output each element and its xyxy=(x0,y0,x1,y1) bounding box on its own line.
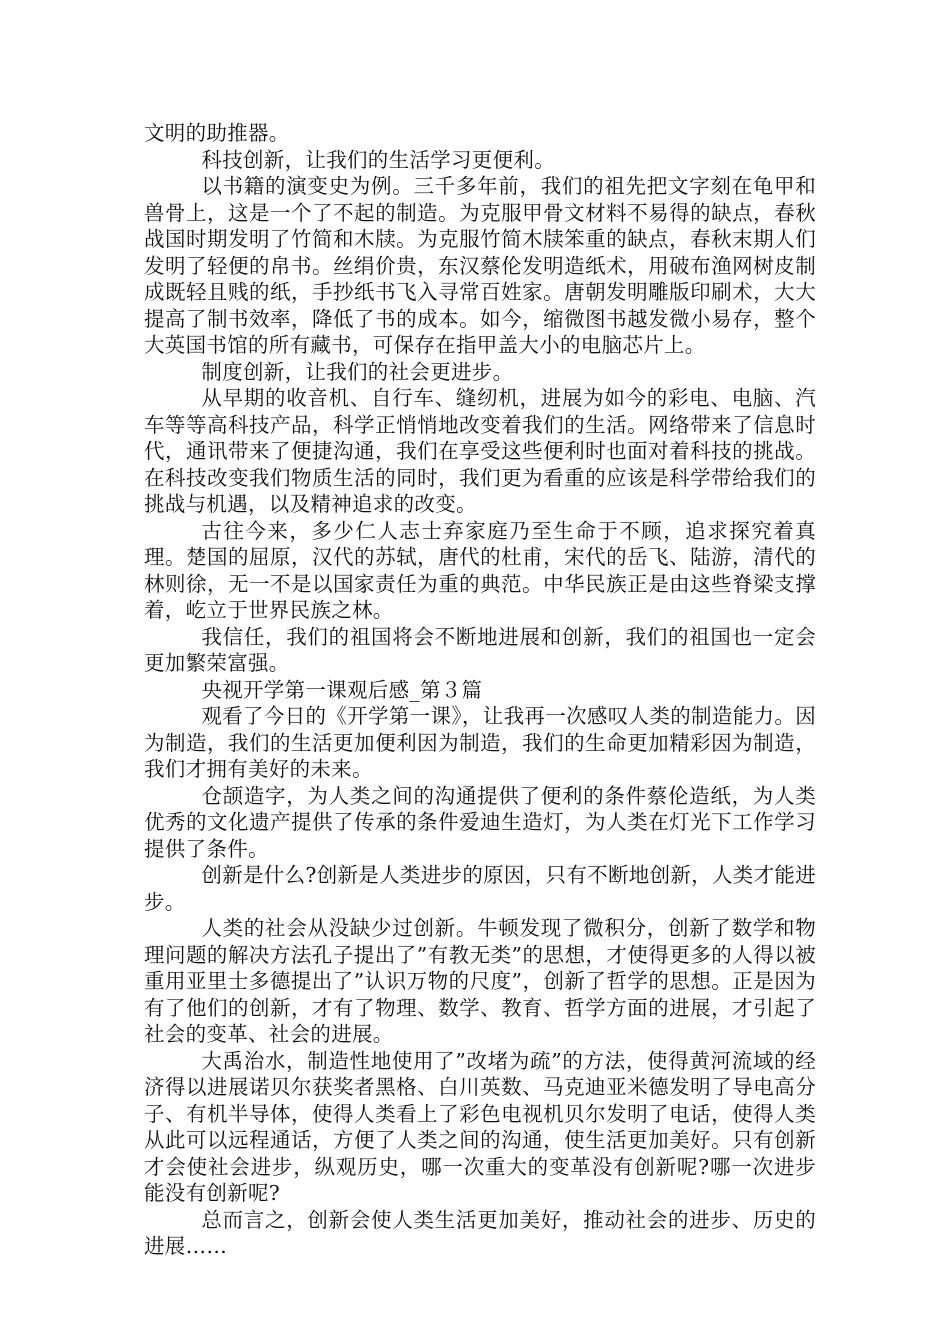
paragraph-0: 文明的助推器。 xyxy=(144,121,290,145)
paragraph-1: 科技创新，让我们的生活学习更便利。 xyxy=(201,147,555,172)
paragraph-9: 仓颉造字，为人类之间的沟通提供了便利的条件蔡伦造纸，为人类优秀的文化遗产提供了传承的条件爱迪生造灯，为人类在灯光下工作学习提供了条件。 xyxy=(144,783,816,861)
paragraph-6: 我信任，我们的祖国将会不断地进展和创新，我们的祖国也一定会更加繁荣富强。 xyxy=(144,624,816,675)
paragraph-13: 总而言之，创新会使人类生活更加美好，推动社会的进步、历史的进展…… xyxy=(144,1207,816,1258)
paragraph-5: 古往今来，多少仁人志士弃家庭乃至生命于不顾，追求探究着真理。楚国的屈原，汉代的苏轼，唐代的杜甫，宋代的岳飞、陆游，清代的林则徐，无一不是以国家责任为重的典范。中华民族正是由这些脊梁支撑着，屹立于世界民族之林。 xyxy=(144,518,816,622)
paragraph-4: 从早期的收音机、自行车、缝纫机，进展为如今的彩电、电脑、汽车等等高科技产品，科学正悄悄地改变着我们的生活。网络带来了信息时代，通讯带来了便捷沟通，我们在享受这些便利时也面对着科技的挑战。在科技改变我们物质生活的同时，我们更为看重的应该是科学带给我们的挑战与机遇，以及精神追求的改变。 xyxy=(144,386,816,516)
document-page xyxy=(144,120,816,1260)
paragraph-3: 制度创新，让我们的社会更进步。 xyxy=(201,359,514,384)
paragraph-10: 创新是什么?创新是人类进步的原因，只有不断地创新，人类才能进步。 xyxy=(144,863,816,914)
paragraph-2: 以书籍的演变史为例。三千多年前，我们的祖先把文字刻在龟甲和兽骨上，这是一个了不起的制造。为克服甲骨文材料不易得的缺点，春秋战国时期发明了竹简和木牍。为克服竹简木牍笨重的缺点，春秋末期人们发明了轻便的帛书。丝绢价贵，东汉蔡伦发明造纸术，用破布渔网树皮制成既轻且贱的纸，手抄纸书飞入寻常百姓家。唐朝发明雕版印刷术，大大提高了制书效率，降低了书的成本。如今，缩微图书越发微小易存，整个大英国书馆的所有藏书，可保存在指甲盖大小的电脑芯片上。 xyxy=(144,174,816,357)
section-heading: 央视开学第一课观后感_第３篇 xyxy=(201,677,483,702)
paragraph-11: 人类的社会从没缺少过创新。牛顿发现了微积分，创新了数学和物理问题的解决方法孔子提出了”有教无类”的思想，才使得更多的人得以被重用亚里士多德提出了”认识万物的尺度”，创新了哲学的思想。正是因为有了他们的创新，才有了物理、数学、教育、哲学方面的进展，才引起了社会的变革、社会的进展。 xyxy=(144,916,816,1046)
paragraph-8: 观看了今日的《开学第一课》，让我再一次感叹人类的制造能力。因为制造，我们的生活更加便利因为制造，我们的生命更加精彩因为制造，我们才拥有美好的未来。 xyxy=(144,704,816,781)
paragraph-12: 大禹治水，制造性地使用了”改堵为疏”的方法，使得黄河流域的经济得以进展诺贝尔获奖者黑格、白川英数、马克迪亚米德发明了导电高分子、有机半导体，使得人类看上了彩色电视机贝尔发明了电话，使得人类从此可以远程通话，方便了人类之间的沟通，使生活更加美好。只有创新才会使社会进步，纵观历史，哪一次重大的变革没有创新呢?哪一次进步能没有创新呢? xyxy=(144,1048,816,1205)
